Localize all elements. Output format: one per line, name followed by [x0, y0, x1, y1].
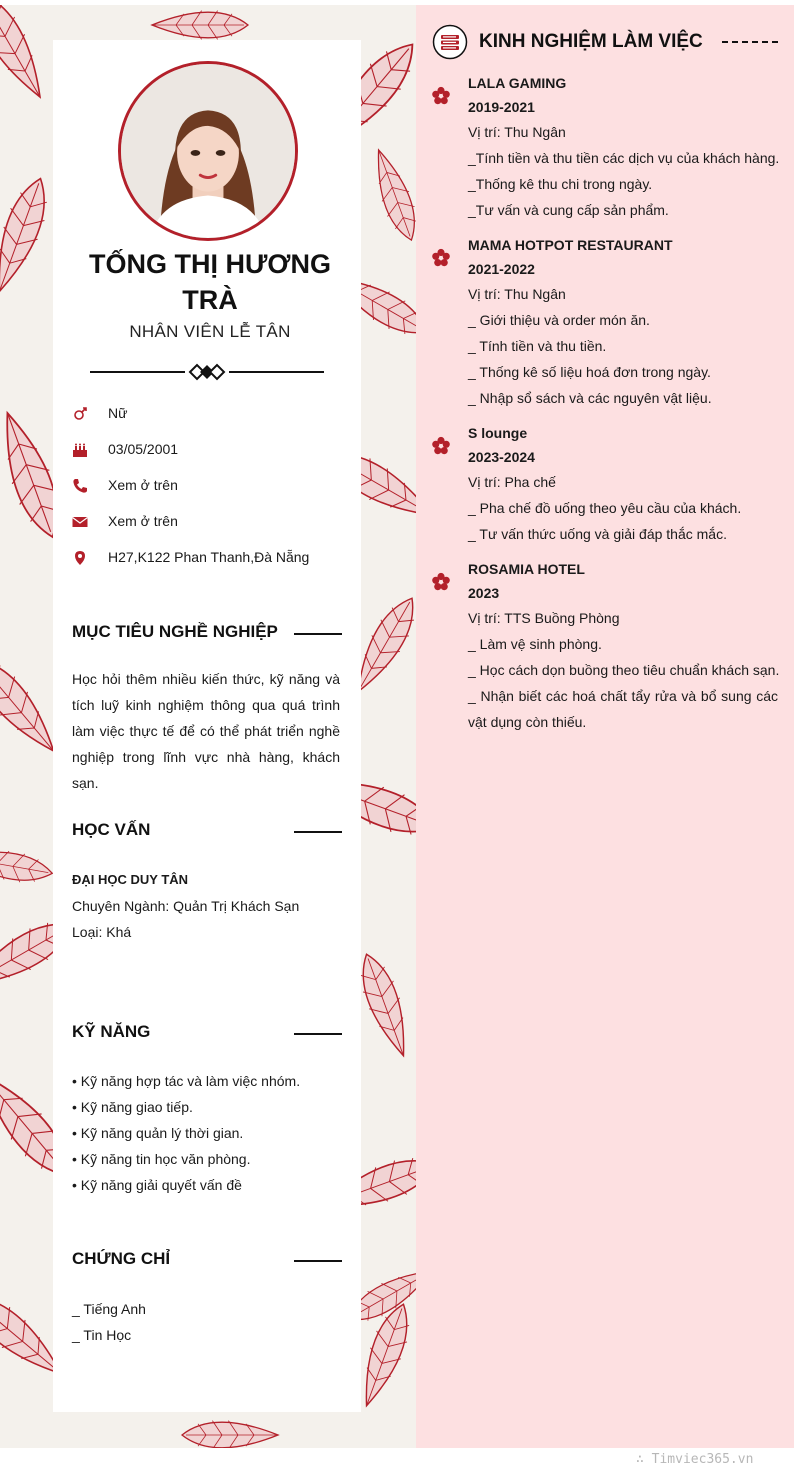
job-company: S lounge	[468, 425, 528, 441]
flower-bullet-icon	[431, 248, 451, 268]
education-school: ĐẠI HỌC DUY TÂN	[72, 872, 189, 887]
leaf-decoration	[0, 172, 57, 297]
section-objective-title: MỤC TIÊU NGHỀ NGHIỆP	[72, 622, 278, 641]
skill-item: • Kỹ năng giải quyết vấn đề	[72, 1177, 242, 1193]
contact-gender	[72, 404, 128, 424]
section-skills-title: KỸ NĂNG	[72, 1022, 151, 1041]
contact-birthday-text: 03/05/2001	[108, 441, 179, 457]
flower-bullet-icon	[431, 436, 451, 456]
portrait-illustration	[121, 64, 295, 238]
contact-phone	[72, 476, 178, 496]
leaf-decoration	[0, 5, 56, 106]
contact-gender-text: Nữ	[108, 405, 128, 421]
section-objective-header	[72, 622, 342, 646]
avatar	[118, 61, 298, 241]
education-major: Chuyên Ngành: Quản Trị Khách Sạn	[72, 898, 300, 914]
watermark: ∴ Timviec365.vn	[636, 1452, 754, 1467]
candidate-job-title: NHÂN VIÊN LỄ TÂN	[129, 322, 291, 341]
job-detail: _Tư vấn và cung cấp sản phẩm.	[468, 202, 669, 218]
job-period: 2019-2021	[468, 99, 535, 115]
gender-icon	[72, 406, 88, 422]
job-period: 2023	[468, 585, 500, 601]
job-company: LALA GAMING	[468, 75, 567, 91]
envelope-icon	[72, 514, 88, 530]
skill-item: • Kỹ năng giao tiếp.	[72, 1099, 193, 1115]
leaf-decoration	[365, 145, 416, 245]
section-skills-header	[72, 1022, 342, 1046]
candidate-name: TỐNG THỊ HƯƠNG TRÀ	[89, 249, 331, 315]
section-rule	[294, 633, 342, 635]
section-rule	[294, 1033, 342, 1035]
job-company: ROSAMIA HOTEL	[468, 561, 585, 577]
certificate-item: _ Tin Học	[72, 1327, 132, 1343]
leaf-decoration	[0, 842, 55, 887]
job-period: 2021-2022	[468, 261, 535, 277]
section-dashed-rule	[722, 41, 778, 43]
contact-address-text: H27,K122 Phan Thanh,Đà Nẵng	[108, 549, 310, 565]
leaf-decoration	[351, 949, 416, 1062]
map-pin-icon	[72, 550, 88, 566]
skill-item: • Kỹ năng hợp tác và làm việc nhóm.	[72, 1073, 301, 1089]
contact-phone-text: Xem ở trên	[108, 477, 178, 493]
job-period: 2023-2024	[468, 449, 535, 465]
job-detail: Vị trí: Pha chế	[468, 474, 556, 490]
section-certificates-header	[72, 1249, 342, 1273]
objective-text: Học hỏi thêm nhiều kiến thức, kỹ năng và tích luỹ kinh nghiệm thông qua quá trình làm việc thực tế để có thể phát triển nghề nghiệp trong lĩnh vực nhà hàng, khách sạn.	[72, 671, 340, 791]
flower-bullet-icon	[431, 572, 451, 592]
job-company: MAMA HOTPOT RESTAURANT	[468, 237, 673, 253]
job-detail: _ Thống kê số liệu hoá đơn trong ngày.	[468, 364, 711, 380]
name-divider-ornament	[90, 362, 324, 382]
job-detail: _ Pha chế đồ uống theo yêu cầu của khách.	[468, 500, 742, 516]
section-education-header	[72, 820, 342, 844]
job-detail: _Tính tiền và thu tiền các dịch vụ của khách hàng.	[468, 150, 780, 166]
section-certificates-title: CHỨNG CHỈ	[72, 1249, 171, 1268]
job-detail: _ Giới thiệu và order món ăn.	[468, 312, 650, 328]
contact-email	[72, 512, 178, 532]
contact-address	[72, 548, 310, 568]
skill-item: • Kỹ năng tin học văn phòng.	[72, 1151, 251, 1167]
job-detail: _ Học cách dọn buồng theo tiêu chuẩn khách sạn.	[468, 662, 780, 678]
birthday-cake-icon	[72, 442, 88, 458]
job-detail: _ Nhận biết các hoá chất tẩy rửa và bổ sung các vật dụng còn thiếu.	[468, 688, 778, 730]
flower-bullet-icon	[431, 86, 451, 106]
skill-item: • Kỹ năng quản lý thời gian.	[72, 1125, 244, 1141]
job-detail: _ Nhập sổ sách và các nguyên vật liệu.	[468, 390, 712, 406]
briefcase-books-icon	[432, 24, 468, 60]
job-detail: Vị trí: Thu Ngân	[468, 286, 566, 302]
section-rule	[294, 1260, 342, 1262]
phone-icon	[72, 478, 88, 494]
section-education-title: HỌC VẤN	[72, 820, 151, 839]
section-rule	[294, 831, 342, 833]
job-detail: _ Tính tiền và thu tiền.	[468, 338, 607, 354]
education-grade: Loại: Khá	[72, 924, 132, 940]
leaf-decoration	[182, 1421, 278, 1448]
section-experience-title: KINH NGHIỆM LÀM VIỆC	[479, 31, 703, 52]
job-detail: _ Làm vệ sinh phòng.	[468, 636, 602, 652]
certificate-item: _ Tiếng Anh	[72, 1301, 146, 1317]
job-detail: _ Tư vấn thức uống và giải đáp thắc mắc.	[468, 526, 727, 542]
contact-email-text: Xem ở trên	[108, 513, 178, 529]
leaf-decoration	[152, 11, 248, 40]
job-detail: Vị trí: TTS Buồng Phòng	[468, 610, 620, 626]
job-detail: _Thống kê thu chi trong ngày.	[468, 176, 653, 192]
contact-birthday	[72, 440, 179, 460]
job-detail: Vị trí: Thu Ngân	[468, 124, 566, 140]
